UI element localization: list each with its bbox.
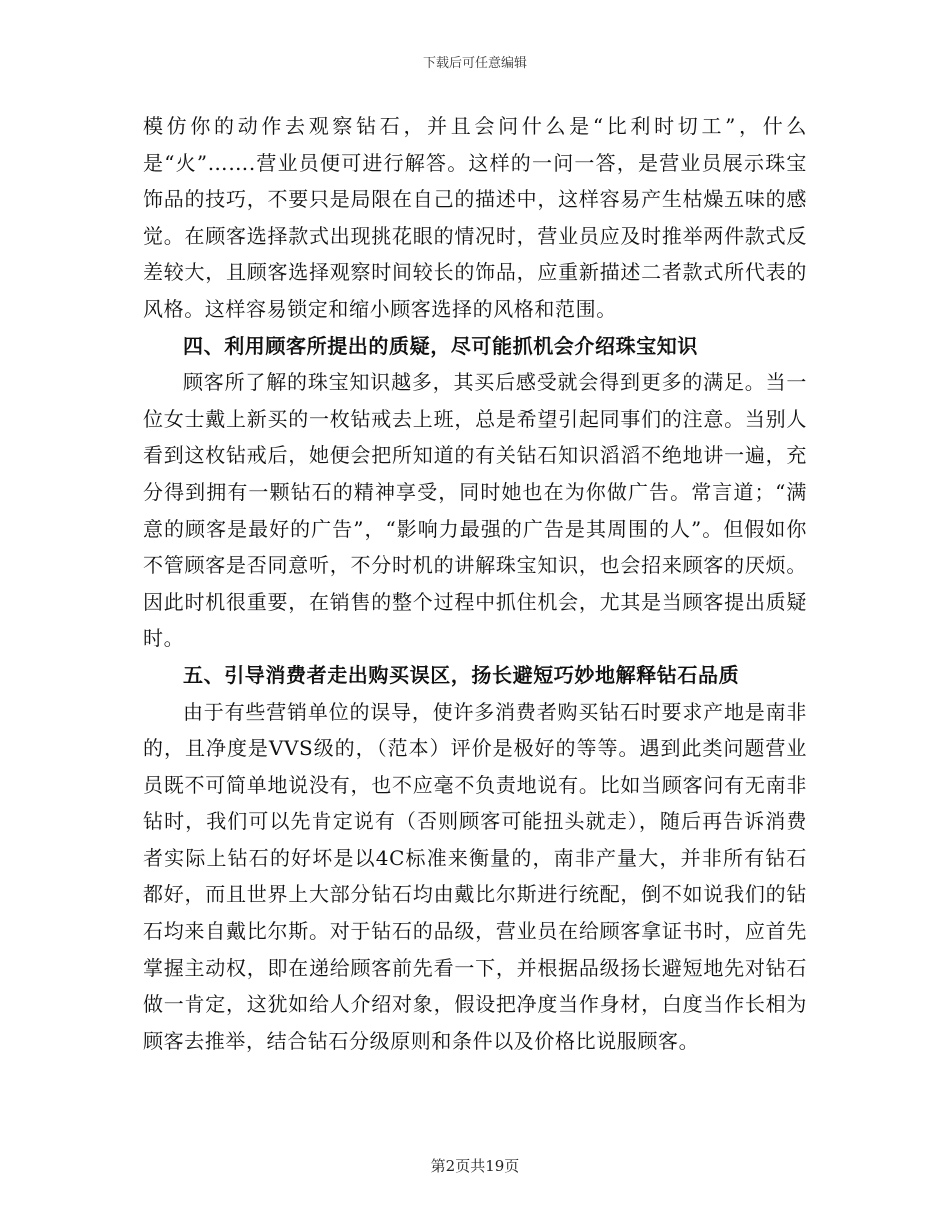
paragraph-continuation: 模仿你的动作去观察钻石，并且会问什么是“比利时切工”，什么是“火”…….营业员便可进行解答。这样的一问一答，是营业员展示珠宝饰品的技巧，不要只是局限在自己的描述中，这样容易产生枯燥五味的感觉。在顾客选择款式出现挑花眼的情况时，营业员应及时推举两件款式反差较大，且顾客选择观察时间较长的饰品，应重新描述二者款式所代表的风格。这样容易锁定和缩小顾客选择的风格和范围。 [143, 114, 807, 321]
page-number-footer: 第2页共19页 [430, 1157, 520, 1175]
page-header-note: 下载后可任意编辑 [422, 56, 527, 71]
document-body [143, 108, 807, 1059]
paragraph-section-five: 由于有些营销单位的误导，使许多消费者购买钻石时要求产地是南非的，且净度是VVS级的，（范本）评价是极好的等等。遇到此类问题营业员既不可简单地说没有，也不应毫不负责地说有。比如当顾客问有无南非钻时，我们可以先肯定说有（否则顾客可能扭头就走），随后再告诉消费者实际上钻石的好坏是以4C标准来衡量的，南非产量大，并非所有钻石都好，而且世界上大部分钻石均由戴比尔斯进行统配，倒不如说我们的钻石均来自戴比尔斯。对于钻石的品级，营业员在给顾客拿证书时，应首先掌握主动权，即在递给顾客前先看一下，并根据品级扬长避短地先对钻石做一肯定，这犹如给人介绍对象，假设把净度当作身材，白度当作长相为顾客去推举，结合钻石分级原则和条件以及价格比说服顾客。 [143, 699, 807, 1053]
section-heading-four: 四、利用顾客所提出的质疑，尽可能抓机会介绍珠宝知识 [183, 333, 698, 358]
section-heading-five: 五、引导消费者走出购买误区，扬长避短巧妙地解释钻石品质 [183, 662, 740, 687]
paragraph-section-four: 顾客所了解的珠宝知识越多，其买后感受就会得到更多的满足。当一位女士戴上新买的一枚钻戒去上班，总是希望引起同事们的注意。当别人看到这枚钻戒后，她便会把所知道的有关钻石知识滔滔不绝地讲一遍，充分得到拥有一颗钻石的精神享受，同时她也在为你做广告。常言道；“满意的顾客是最好的广告”，“影响力最强的广告是其周围的人”。但假如你不管顾客是否同意听，不分时机的讲解珠宝知识，也会招来顾客的厌烦。因此时机很重要，在销售的整个过程中抓住机会，尤其是当顾客提出质疑时。 [143, 370, 807, 651]
